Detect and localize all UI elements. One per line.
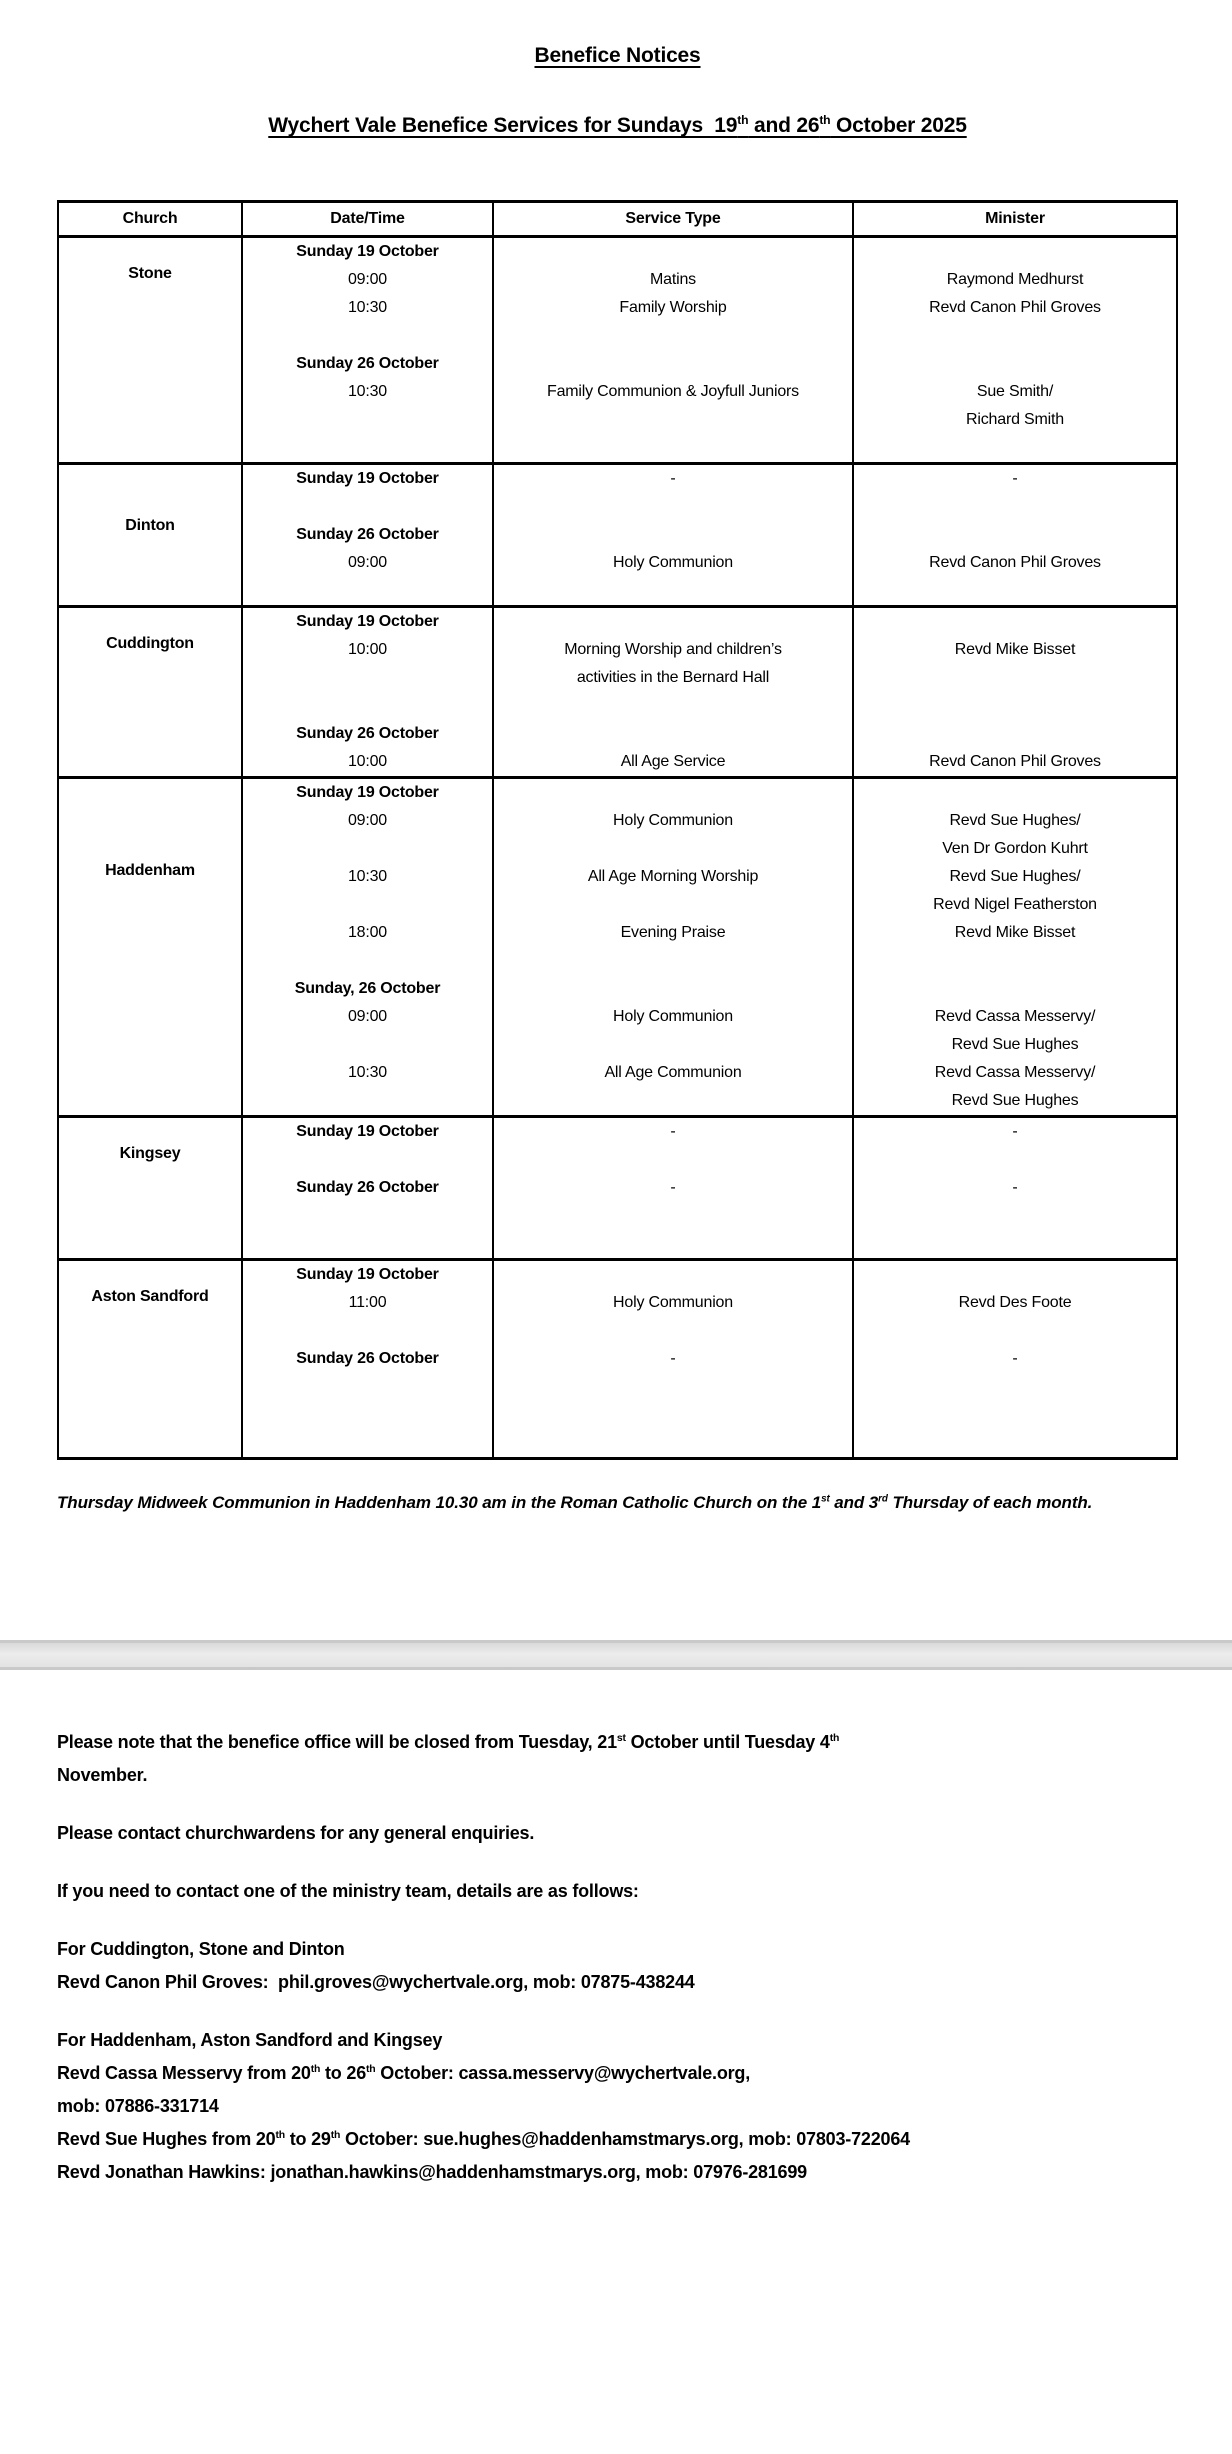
- table-header-row: [58, 202, 1177, 237]
- datetime-line: 10:30: [347, 383, 388, 400]
- service-line: -: [670, 470, 676, 487]
- service-cell: [493, 464, 853, 607]
- service-cell: [493, 1117, 853, 1260]
- ministry-intro-paragraph: [57, 1875, 1178, 1908]
- minister-line: Revd Cassa Messervy/: [934, 1008, 1096, 1025]
- service-line: [494, 835, 852, 863]
- datetime-line: Sunday 19 October: [296, 1266, 439, 1283]
- minister-line: [854, 1429, 1176, 1457]
- minister-line: [854, 692, 1176, 720]
- service-line: [494, 1202, 852, 1230]
- minister-line: [854, 1146, 1176, 1174]
- table-row: [58, 778, 1177, 1117]
- service-line: [494, 1087, 852, 1115]
- minister-line: -: [1012, 1350, 1018, 1367]
- datetime-line: [243, 1429, 492, 1457]
- contact-line: Revd Sue Hughes from 20th to 29th October: sue.hughes@haddenhamstmarys.org, mob: 07803-722064: [57, 2129, 910, 2149]
- service-line: All Age Service: [620, 753, 726, 770]
- contact-group-title: For Haddenham, Aston Sandford and Kingsey: [57, 2030, 443, 2050]
- datetime-line: 10:30: [347, 1064, 388, 1081]
- services-table: [57, 200, 1178, 1460]
- minister-line: Revd Sue Hughes: [951, 1092, 1079, 1109]
- service-line: -: [670, 1350, 676, 1367]
- datetime-line: [243, 322, 492, 350]
- datetime-cell: [242, 1117, 493, 1260]
- service-line: [494, 1230, 852, 1258]
- col-header-service-type: Service Type: [493, 202, 853, 237]
- datetime-line: 10:00: [347, 753, 388, 770]
- service-line: Holy Communion: [613, 812, 733, 829]
- church-name: Aston Sandford: [91, 1288, 209, 1305]
- datetime-line: Sunday 26 October: [296, 526, 439, 543]
- minister-line: -: [1012, 1123, 1018, 1140]
- minister-line: Revd Canon Phil Groves: [929, 753, 1101, 770]
- minister-line: [854, 1401, 1176, 1429]
- datetime-line: Sunday 26 October: [296, 1179, 439, 1196]
- datetime-line: 18:00: [347, 924, 388, 941]
- service-line: [494, 521, 852, 549]
- contact-line: Revd Canon Phil Groves: phil.groves@wychertvale.org, mob: 07875-438244: [57, 1972, 695, 1992]
- service-line: Morning Worship and children’s: [564, 641, 782, 658]
- minister-cell: [853, 778, 1177, 1117]
- service-line: Holy Communion: [613, 1294, 733, 1311]
- datetime-line: 09:00: [347, 271, 388, 288]
- services-table-body: [58, 237, 1177, 1459]
- service-line: [494, 406, 852, 434]
- cuddington-stone-dinton-contacts: [57, 1933, 1178, 1999]
- minister-line: [854, 1230, 1176, 1258]
- churchwardens-paragraph: [57, 1817, 1178, 1850]
- minister-line: [854, 1317, 1176, 1345]
- datetime-line: [243, 947, 492, 975]
- datetime-cell: [242, 778, 493, 1117]
- church-cell: [58, 607, 242, 778]
- minister-line: [854, 664, 1176, 692]
- minister-line: Revd Canon Phil Groves: [929, 299, 1101, 316]
- footer-notices: [0, 1726, 1232, 2189]
- church-name: Stone: [128, 265, 172, 282]
- datetime-line: [243, 1317, 492, 1345]
- datetime-line: 10:30: [347, 868, 388, 885]
- service-line: [494, 238, 852, 266]
- minister-cell: [853, 1117, 1177, 1260]
- contact-line: mob: 07886-331714: [57, 2096, 219, 2116]
- minister-line: Revd Des Foote: [958, 1294, 1072, 1311]
- datetime-line: Sunday 19 October: [296, 613, 439, 630]
- table-row: [58, 237, 1177, 464]
- church-cell: [58, 778, 242, 1117]
- minister-line: [854, 1261, 1176, 1289]
- service-line: Family Communion & Joyfull Juniors: [547, 383, 799, 400]
- minister-line: Revd Nigel Featherston: [933, 896, 1097, 913]
- service-line: [494, 779, 852, 807]
- minister-line: Revd Mike Bisset: [954, 924, 1076, 941]
- minister-line: Revd Sue Hughes/: [949, 868, 1081, 885]
- minister-line: Revd Sue Hughes/: [949, 812, 1081, 829]
- service-line: [494, 1031, 852, 1059]
- minister-line: Revd Cassa Messervy/: [934, 1064, 1096, 1081]
- service-line: [494, 434, 852, 462]
- service-line: [494, 720, 852, 748]
- minister-line: -: [1012, 470, 1018, 487]
- minister-line: [854, 238, 1176, 266]
- datetime-line: Sunday 19 October: [296, 784, 439, 801]
- minister-line: -: [1012, 1179, 1018, 1196]
- service-cell: [493, 607, 853, 778]
- table-row: [58, 464, 1177, 607]
- service-line: activities in the Bernard Hall: [576, 669, 770, 686]
- datetime-cell: [242, 237, 493, 464]
- datetime-line: 11:00: [348, 1294, 387, 1311]
- datetime-line: [243, 1087, 492, 1115]
- service-line: Matins: [650, 271, 696, 288]
- service-line: [494, 1401, 852, 1429]
- datetime-line: [243, 434, 492, 462]
- page-top-section: [0, 44, 1232, 1520]
- churchwardens-line: Please contact churchwardens for any general enquiries.: [57, 1823, 535, 1843]
- minister-line: [854, 975, 1176, 1003]
- church-name: Haddenham: [105, 862, 195, 879]
- service-line: -: [670, 1179, 676, 1196]
- minister-line: [854, 434, 1176, 462]
- service-line: All Age Morning Worship: [587, 868, 759, 885]
- service-line: [494, 1373, 852, 1401]
- datetime-line: [243, 406, 492, 434]
- minister-line: [854, 720, 1176, 748]
- service-line: [494, 322, 852, 350]
- minister-line: Sue Smith/: [976, 383, 1054, 400]
- datetime-line: 10:30: [347, 299, 388, 316]
- minister-line: Revd Canon Phil Groves: [929, 554, 1101, 571]
- office-closure-paragraph: [57, 1726, 1178, 1792]
- datetime-line: [243, 1031, 492, 1059]
- service-line: [494, 1261, 852, 1289]
- datetime-line: Sunday 19 October: [296, 243, 439, 260]
- minister-line: [854, 779, 1176, 807]
- datetime-line: 10:00: [347, 641, 388, 658]
- table-row: [58, 607, 1177, 778]
- contact-line: Revd Cassa Messervy from 20th to 26th October: cassa.messervy@wychertvale.org,: [57, 2063, 751, 2083]
- church-cell: [58, 1117, 242, 1260]
- church-name: Dinton: [125, 517, 175, 534]
- col-header-datetime: Date/Time: [242, 202, 493, 237]
- minister-line: [854, 1373, 1176, 1401]
- service-line: [494, 947, 852, 975]
- minister-cell: [853, 464, 1177, 607]
- datetime-line: Sunday 26 October: [296, 1350, 439, 1367]
- table-row: [58, 1117, 1177, 1260]
- datetime-line: [243, 577, 492, 605]
- minister-line: Richard Smith: [966, 411, 1064, 428]
- datetime-line: [243, 1202, 492, 1230]
- contact-group-title: For Cuddington, Stone and Dinton: [57, 1939, 345, 1959]
- datetime-line: 09:00: [347, 554, 388, 571]
- minister-line: [854, 350, 1176, 378]
- service-line: [494, 493, 852, 521]
- page-break-divider: [0, 1640, 1232, 1670]
- minister-line: [854, 1202, 1176, 1230]
- datetime-line: Sunday 26 October: [296, 725, 439, 742]
- minister-line: [854, 493, 1176, 521]
- datetime-line: Sunday 26 October: [296, 355, 439, 372]
- service-line: Family Worship: [619, 299, 727, 316]
- service-line: [494, 1429, 852, 1457]
- service-cell: [493, 1260, 853, 1459]
- service-line: -: [670, 1123, 676, 1140]
- office-closure-line-1: Please note that the benefice office will be closed from Tuesday, 21st October until Tuesday 4th: [57, 1732, 840, 1752]
- church-cell: [58, 464, 242, 607]
- haddenham-aston-kingsey-contacts: [57, 2024, 1178, 2189]
- church-name: Kingsey: [119, 1145, 181, 1162]
- minister-line: Revd Mike Bisset: [954, 641, 1076, 658]
- datetime-line: [243, 692, 492, 720]
- datetime-line: [243, 1401, 492, 1429]
- datetime-line: [243, 1146, 492, 1174]
- minister-line: [854, 521, 1176, 549]
- service-cell: [493, 778, 853, 1117]
- datetime-line: [243, 1373, 492, 1401]
- col-header-minister: Minister: [853, 202, 1177, 237]
- page-title: Benefice Notices: [534, 44, 701, 67]
- service-line: Holy Communion: [613, 1008, 733, 1025]
- datetime-line: 09:00: [347, 812, 388, 829]
- minister-line: Revd Sue Hughes: [951, 1036, 1079, 1053]
- minister-line: Ven Dr Gordon Kuhrt: [942, 840, 1088, 857]
- datetime-cell: [242, 1260, 493, 1459]
- minister-line: [854, 577, 1176, 605]
- office-closure-line-2: November.: [57, 1765, 148, 1785]
- service-line: [494, 975, 852, 1003]
- service-line: [494, 1317, 852, 1345]
- contact-line: Revd Jonathan Hawkins: jonathan.hawkins@haddenhamstmarys.org, mob: 07976-281699: [57, 2162, 807, 2182]
- datetime-cell: [242, 464, 493, 607]
- church-cell: [58, 1260, 242, 1459]
- datetime-line: [243, 493, 492, 521]
- datetime-line: [243, 891, 492, 919]
- service-line: [494, 577, 852, 605]
- service-line: [494, 692, 852, 720]
- datetime-line: [243, 835, 492, 863]
- service-line: Evening Praise: [620, 924, 726, 941]
- church-name: Cuddington: [106, 635, 194, 652]
- service-line: [494, 1146, 852, 1174]
- minister-cell: [853, 237, 1177, 464]
- datetime-line: [243, 1230, 492, 1258]
- minister-line: [854, 322, 1176, 350]
- datetime-line: Sunday, 26 October: [294, 980, 441, 997]
- page-subtitle: Wychert Vale Benefice Services for Sundays 19th and 26th October 2025: [268, 113, 967, 137]
- service-cell: [493, 237, 853, 464]
- service-line: [494, 891, 852, 919]
- minister-line: [854, 947, 1176, 975]
- datetime-line: 09:00: [347, 1008, 388, 1025]
- table-row: [58, 1260, 1177, 1459]
- service-line: All Age Communion: [604, 1064, 742, 1081]
- church-cell: [58, 237, 242, 464]
- ministry-intro-line: If you need to contact one of the ministry team, details are as follows:: [57, 1881, 639, 1901]
- minister-line: [854, 608, 1176, 636]
- col-header-church: Church: [58, 202, 242, 237]
- minister-cell: [853, 607, 1177, 778]
- datetime-line: Sunday 19 October: [296, 1123, 439, 1140]
- service-line: [494, 350, 852, 378]
- datetime-line: Sunday 19 October: [296, 470, 439, 487]
- datetime-line: [243, 664, 492, 692]
- minister-line: Raymond Medhurst: [946, 271, 1084, 288]
- minister-cell: [853, 1260, 1177, 1459]
- datetime-cell: [242, 607, 493, 778]
- service-line: Holy Communion: [613, 554, 733, 571]
- service-line: [494, 608, 852, 636]
- midweek-communion-note: Thursday Midweek Communion in Haddenham 10.30 am in the Roman Catholic Church on the 1st and 3rd Thursday of each month.: [57, 1493, 1093, 1512]
